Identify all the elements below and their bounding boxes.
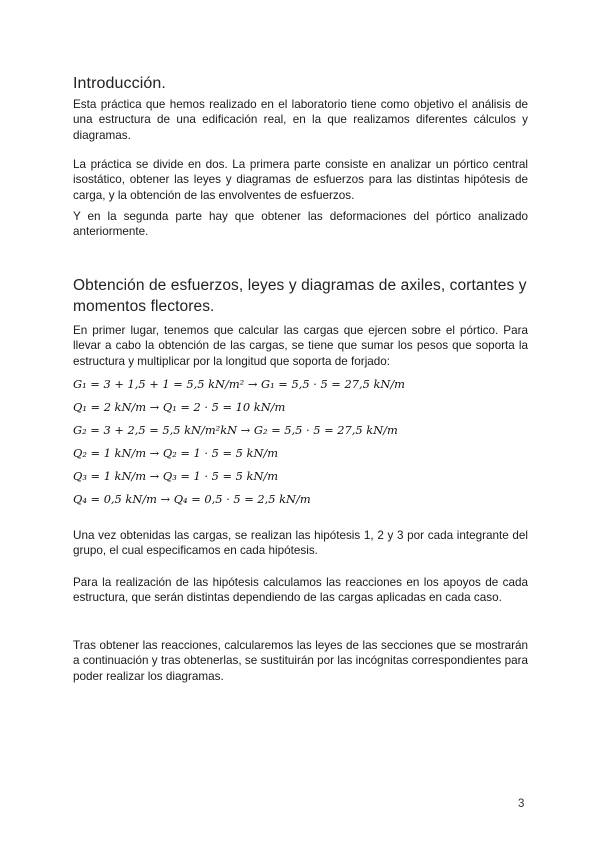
efforts-heading: Obtención de esfuerzos, leyes y diagramas de axiles, cortantes y momentos flectores.: [73, 277, 527, 315]
equation-q2: Q₂ = 1 kN/m → Q₂ = 1 · 5 = 5 kN/m: [73, 446, 279, 460]
reactions-paragraph: Para la realización de las hipótesis calculamos las reacciones en los apoyos de cada estructura, que serán distintas dependiendo de las cargas aplicadas en cada caso.: [73, 576, 528, 605]
equation-g2: G₂ = 3 + 2,5 = 5,5 kN/m²kN → G₂ = 5,5 · 5 = 27,5 kN/m: [73, 423, 398, 437]
equation-q3: Q₃ = 1 kN/m → Q₃ = 1 · 5 = 5 kN/m: [73, 469, 279, 483]
equation-q1: Q₁ = 2 kN/m → Q₁ = 2 · 5 = 10 kN/m: [73, 400, 286, 414]
equation-g1: G₁ = 3 + 1,5 + 1 = 5,5 kN/m² → G₁ = 5,5 · 5 = 27,5 kN/m: [73, 377, 405, 391]
equation-q4: Q₄ = 0,5 kN/m → Q₄ = 0,5 · 5 = 2,5 kN/m: [73, 492, 311, 506]
laws-paragraph: Tras obtener las reacciones, calcularemos las leyes de las secciones que se mostrarán a continuación y tras obtenerlas, se sustituirán por las incógnitas correspondientes para poder realizar los diagramas.: [73, 639, 528, 683]
intro-paragraph-division: La práctica se divide en dos. La primera parte consiste en analizar un pórtico central isostático, obtener las leyes y diagramas de esfuerzos para las distintas hipótesis de carga, y la obtención de las envolventes de esfuerzos.: [73, 158, 528, 202]
loads-intro-paragraph: En primer lugar, tenemos que calcular las cargas que ejercen sobre el pórtico. Para llevar a cabo la obtención de las cargas, se tiene que sumar los pesos que soporta la estructura y multiplicar por la longitud que soporta de forjado:: [73, 324, 528, 368]
intro-paragraph-objective: Esta práctica que hemos realizado en el laboratorio tiene como objetivo el análisis de una estructura de una edificación real, en la que realizamos diferentes cálculos y diagramas.: [73, 98, 528, 142]
introduction-heading: Introducción.: [73, 75, 166, 92]
page-number: 3: [518, 798, 525, 810]
hypotheses-paragraph: Una vez obtenidas las cargas, se realizan las hipótesis 1, 2 y 3 por cada integrante del grupo, el cual especificamos en cada hipótesis.: [73, 529, 528, 558]
intro-paragraph-second-part: Y en la segunda parte hay que obtener las deformaciones del pórtico analizado anteriormente.: [73, 210, 528, 239]
